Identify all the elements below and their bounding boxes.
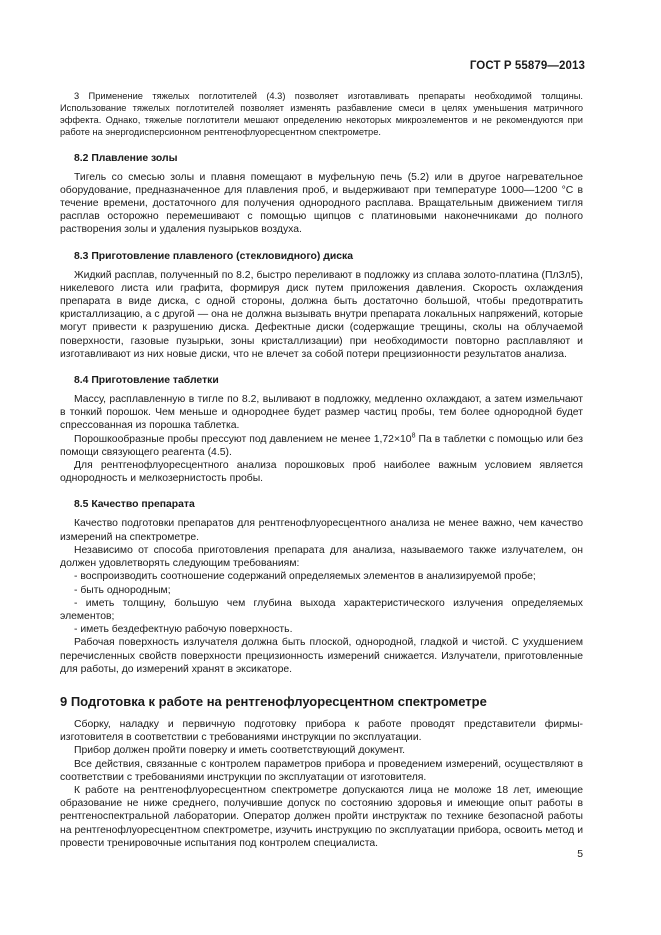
section-8-5-paragraph-2: Независимо от способа приготовления препарата для анализа, называемого также излучателем, он должен удовлетворять следующим требованиям:	[60, 544, 583, 570]
section-9-paragraph: Прибор должен пройти поверку и иметь соответствующий документ.	[74, 745, 406, 757]
pressure-text: Порошкообразные пробы прессуют под давлением не менее 1,72×10	[74, 433, 412, 445]
section-8-2-title: 8.2 Плавление золы	[74, 152, 178, 164]
page-content	[60, 91, 583, 850]
section-9-title: 9 Подготовка к работе на рентгенофлуоресцентном спектрометре	[60, 693, 487, 709]
section-8-5-paragraph-1: Качество подготовки препаратов для рентгенофлуоресцентного анализа не менее важно, чем качество измерений на спектрометре.	[60, 518, 583, 543]
section-9-paragraph: Все действия, связанные с контролем параметров прибора и проведением измерений, осуществляют в соответствии с требованиями инструкции по эксплуатации от изготовителя.	[60, 758, 583, 783]
section-9-paragraph: К работе на рентгенофлуоресцентном спектрометре допускаются лица не моложе 18 лет, имеющие образование не ниже среднего, получившие допуск по состоянию здоровья и имеющие опыт работы в рентгеноспектральной лаборатории. Оператор должен пройти инструктаж по технике безопасной работы на рентгенофлуоресцентном спектрометре, изучить инструкцию по эксплуатации прибора, освоить метод и провести тренировочные испытания под контролем специалиста.	[60, 784, 583, 849]
exponent: 8	[411, 432, 416, 440]
requirement-item: - быть однородным;	[74, 584, 171, 596]
section-8-5-paragraph-3: Рабочая поверхность излучателя должна быть плоской, однородной, гладкой и чистой. С ухудшением перечисленных свойств поверхности прецизионность измерений снижается. Излучатели, приготовленные для работы, до измерений хранят в эксикаторе.	[60, 637, 583, 675]
section-8-4-title: 8.4 Приготовление таблетки	[74, 375, 219, 387]
pressure-text-end: Па в таблетки с помощью или без помощи связующего реагента (4.5).	[60, 433, 583, 458]
section-9-paragraph: Сборку, наладку и первичную подготовку прибора к работе проводят представители фирмы-изготовителя в соответствии с требованиями инструкции по эксплуатации.	[60, 718, 583, 744]
note-3: 3 Применение тяжелых поглотителей (4.3) позволяет изготавливать препараты необходимой толщины. Использование тяжелых поглотителей позволяет изменять разбавление смеси в целях уменьшения матричного эффекта. Однако, тяжелые поглотители мешают определению некоторых микроэлементов и не рекомендуются при работе на энергодисперсионном рентгенофлуоресцентном спектрометре.	[60, 91, 583, 137]
section-8-4-paragraph-1: Массу, расплавленную в тигле по 8.2, выливают в подложку, медленно охлаждают, а затем измельчают в тонкий порошок. Чем меньше и однороднее будет размер частиц пробы, тем более однородной будет спрессованная из порошка таблетка.	[60, 394, 583, 432]
section-8-2-paragraph: Тигель со смесью золы и плавня помещают в муфельную печь (5.2) или в другое нагревательное оборудование, предназначенное для плавления проб, и выдерживают при температуре 1000—1200 °C в течение времени, достаточного для получения однородного расплава. Вращательным движением тигля расплав осторожно перемешивают с помощью щипцов с платиновыми наконечниками до полного растворения золы и удаления пузырьков воздуха.	[60, 171, 583, 236]
section-8-3-paragraph: Жидкий расплав, полученный по 8.2, быстро переливают в подложку из сплава золото-платина (ПлЗл5), никелевого листа или графита, формируя диск путем приложения давления. Скорость охлаждения препарата в виде диска, с одной стороны, должна быть достаточно большой, чтобы предотвратить кристаллизацию, а с другой — она не должна вызывать внутри препарата локальных напряжений, которые могут привести к разрушению диска. Дефектные диски (содержащие трещины, сколы на облучаемой поверхности, газовые пузырьки, зоны кристаллизации) при необходимости повторно расплавляют и изготавливают из них новые диски, что не влечет за собой потери прецизионности результатов анализа.	[60, 269, 583, 360]
section-8-4-paragraph-3: Для рентгенофлуоресцентного анализа порошковых проб наиболее важным условием является однородность и мелкозернистость пробы.	[60, 460, 583, 485]
requirement-item: - иметь толщину, большую чем глубина выхода характеристического излучения определяемых элементов;	[60, 597, 583, 622]
section-8-4-paragraph-2	[60, 433, 583, 459]
section-8-5-title: 8.5 Качество препарата	[74, 499, 195, 511]
section-8-3-title: 8.3 Приготовление плавленого (стекловидного) диска	[74, 250, 353, 262]
standard-header: ГОСТ Р 55879—2013	[469, 60, 585, 72]
page-number: 5	[577, 849, 583, 860]
requirement-item: - воспроизводить соотношение содержаний определяемых элементов в анализируемой пробе;	[74, 571, 536, 583]
requirement-item: - иметь бездефектную рабочую поверхность.	[74, 624, 293, 636]
